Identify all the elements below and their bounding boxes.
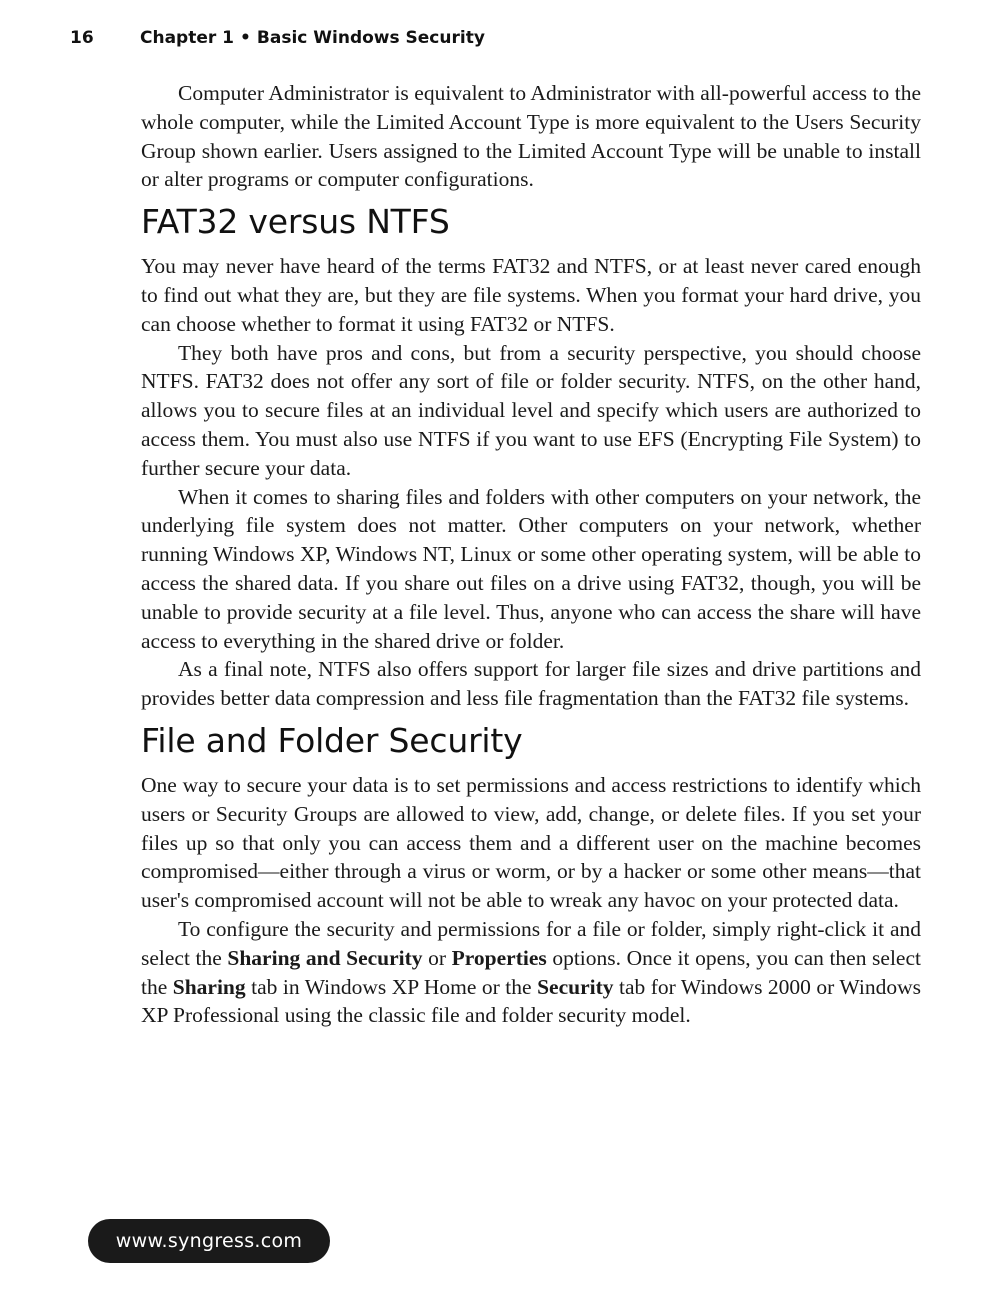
paragraph: When it comes to sharing files and folders with other computers on your network, the underlying file system does not matter. Other computers on your network, whether running Windows XP, Windows NT, Linux or some other operating system, will be able to access the shared data. If you share out files on a drive using FAT32, though, you will be unable to provide security at a file level. Thus, anyone who can access the share will have access to everything in the shared drive or folder. — [141, 484, 921, 653]
page-number: 16 — [70, 28, 94, 48]
publisher-url-badge: www.syngress.com — [88, 1219, 330, 1263]
bold-term-properties: Properties — [451, 945, 547, 970]
running-header — [70, 28, 485, 48]
chapter-title: Basic Windows Security — [256, 28, 485, 48]
bold-term-sharing: Sharing — [172, 974, 246, 999]
page-body — [141, 79, 921, 1030]
paragraph: They both have pros and cons, but from a security perspective, you should choose NTFS. FAT32 does not offer any sort of file or folder security. NTFS, on the other hand, allows you to secure files at an individual level and specify which users are authorized to access them. You must also use NTFS if you want to use EFS (Encrypting File System) to further secure your data. — [141, 340, 921, 480]
paragraph: As a final note, NTFS also offers support for larger file sizes and drive partitions and provides better data compression and less file fragmentation than the FAT32 file systems. — [141, 657, 921, 711]
bold-term-security: Security — [537, 974, 614, 999]
header-bullet: • — [240, 28, 251, 48]
bold-term-sharing-and-security: Sharing and Security — [227, 945, 423, 970]
text-run: or — [422, 945, 452, 970]
text-run: tab in Windows XP Home or the — [245, 974, 538, 999]
paragraph: One way to secure your data is to set permissions and access restrictions to identify which users or Security Groups are allowed to view, add, change, or delete files. If you set your files up so that only you can access them and a different user on the machine becomes compromised—either through a virus or worm, or by a hacker or some other means—that user's compromised account will not be able to wreak any havoc on your protected data. — [141, 772, 921, 913]
text-run: options. Once it opens, you can then select the — [141, 945, 921, 999]
paragraph-with-bold-terms — [141, 915, 921, 1030]
section-heading-fat32-ntfs: FAT32 versus NTFS — [141, 202, 450, 242]
chapter-label: Chapter 1 — [140, 28, 235, 48]
intro-paragraph: Computer Administrator is equivalent to Administrator with all-powerful access to the whole computer, while the Limited Account Type is more equivalent to the Users Security Group shown earlier. Users assigned to the Limited Account Type will be unable to install or alter programs or computer configurations. — [141, 81, 921, 192]
text-run: To configure the security and permissions for a file or folder, simply right-click it and select the — [141, 916, 921, 970]
section-heading-file-folder-security: File and Folder Security — [141, 720, 523, 760]
text-run: tab for Windows 2000 or Windows XP Professional using the classic file and folder security model. — [141, 974, 921, 1028]
paragraph: You may never have heard of the terms FAT32 and NTFS, or at least never cared enough to find out what they are, but they are file systems. When you format your hard drive, you can choose whether to format it using FAT32 or NTFS. — [141, 254, 921, 336]
